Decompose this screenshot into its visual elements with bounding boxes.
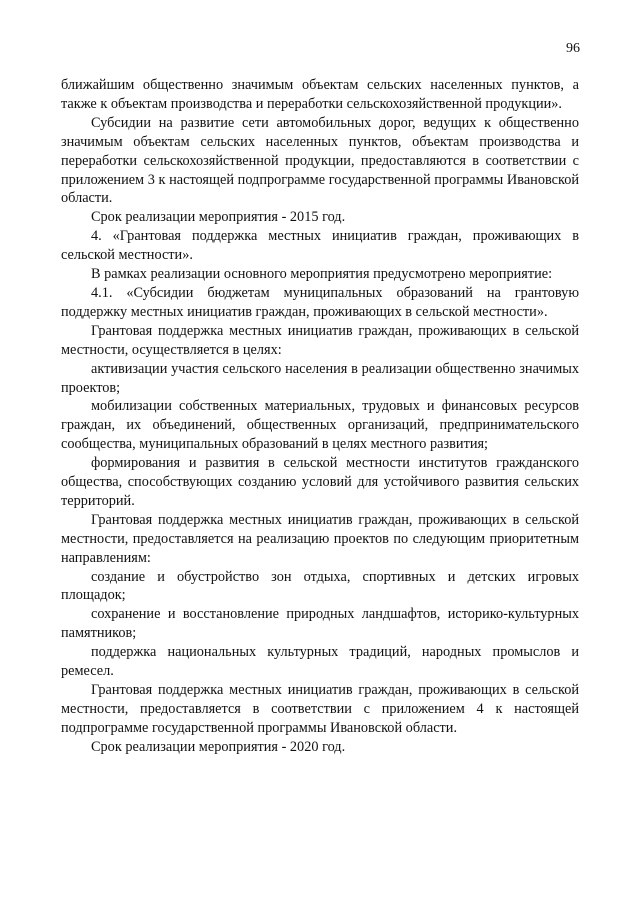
paragraph: Грантовая поддержка местных инициатив граждан, проживающих в сельской местности, предоставляется на реализацию проектов по следующим приоритетным направлениям: — [61, 511, 579, 566]
paragraph: мобилизации собственных материальных, трудовых и финансовых ресурсов граждан, их объединений, общественных организаций, предпринимательского сообщества, муниципальных образований в целях местного развития; — [61, 398, 579, 453]
paragraph: Субсидии на развитие сети автомобильных дорог, ведущих к общественно значимым объектам сельских населенных пунктов, объектам производства и переработки сельскохозяйственной продукции, предоставляются в соответствии с приложением 3 к настоящей подпрограмме государственной программы Ивановской области. — [61, 114, 579, 207]
paragraph: ближайшим общественно значимым объектам сельских населенных пунктов, а также к объектам производства и переработки сельскохозяйственной продукции». — [61, 77, 579, 112]
paragraph: Грантовая поддержка местных инициатив граждан, проживающих в сельской местности, осуществляется в целях: — [61, 322, 579, 358]
paragraph: создание и обустройство зон отдыха, спортивных и детских игровых площадок; — [61, 568, 579, 604]
page-number: 96 — [566, 41, 580, 56]
paragraph: 4. «Грантовая поддержка местных инициатив граждан, проживающих в сельской местности». — [61, 228, 579, 264]
paragraph: В рамках реализации основного мероприятия предусмотрено мероприятие: — [91, 266, 553, 283]
paragraph: 4.1. «Субсидии бюджетам муниципальных образований на грантовую поддержку местных инициатив граждан, проживающих в сельской местности». — [61, 284, 579, 320]
document-body — [61, 76, 579, 757]
paragraph: сохранение и восстановление природных ландшафтов, историко-культурных памятников; — [61, 606, 579, 642]
paragraph: формирования и развития в сельской местности институтов гражданского общества, способствующих созданию условий для устойчивого развития сельских территорий. — [61, 455, 579, 509]
paragraph: Срок реализации мероприятия - 2015 год. — [91, 209, 346, 226]
paragraph: Срок реализации мероприятия - 2020 год. — [91, 738, 346, 755]
paragraph: активизации участия сельского населения в реализации общественно значимых проектов; — [61, 360, 579, 396]
paragraph: Грантовая поддержка местных инициатив граждан, проживающих в сельской местности, предоставляется в соответствии с приложением 4 к настоящей подпрограмме государственной программы Ивановской области. — [61, 682, 579, 736]
paragraph: поддержка национальных культурных традиций, народных промыслов и ремесел. — [61, 644, 579, 680]
